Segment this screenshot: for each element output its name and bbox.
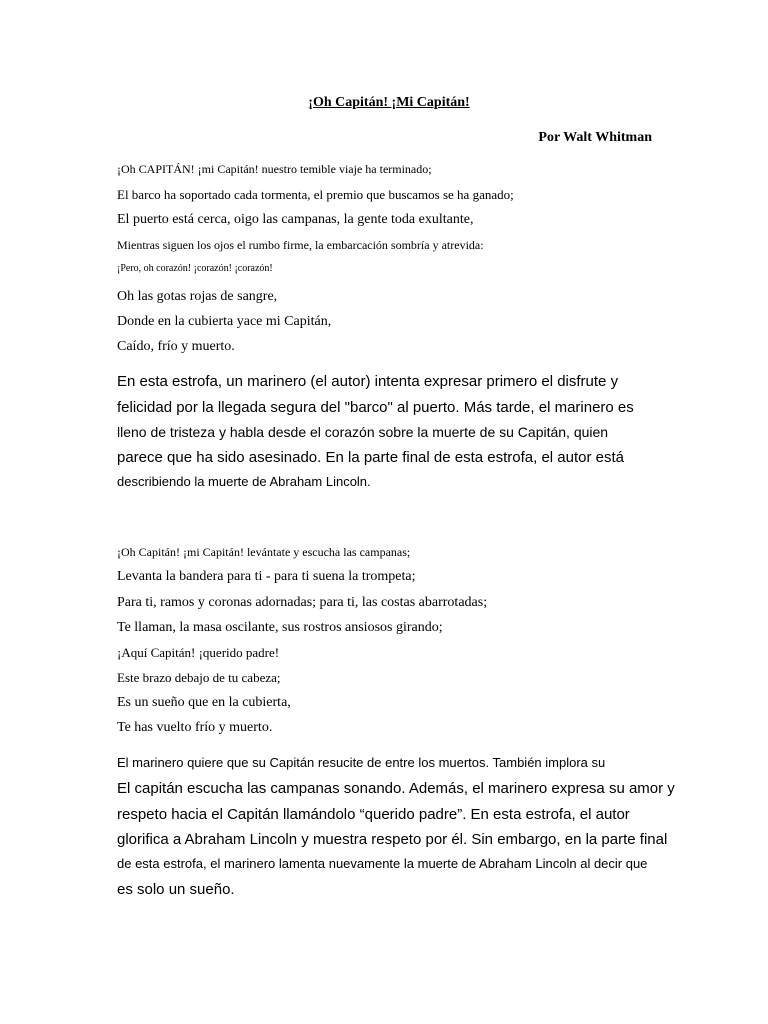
stanza2-line-4: Te llaman, la masa oscilante, sus rostros ansiosos girando; bbox=[117, 620, 443, 635]
stanza2-line-6: Este brazo debajo de tu cabeza; bbox=[117, 670, 281, 685]
stanza2-line-1: ¡Oh Capitán! ¡mi Capitán! levántate y escucha las campanas; bbox=[117, 545, 411, 559]
stanza1-line-4: Mientras siguen los ojos el rumbo firme, la embarcación sombría y atrevida: bbox=[117, 238, 484, 252]
stanza1-line-7: Donde en la cubierta yace mi Capitán, bbox=[117, 314, 332, 329]
stanza2-line-7: Es un sueño que en la cubierta, bbox=[117, 695, 291, 710]
stanza1-line-8: Caído, frío y muerto. bbox=[117, 339, 235, 354]
stanza1-line-6: Oh las gotas rojas de sangre, bbox=[117, 289, 278, 304]
commentary2-line-3: respeto hacia el Capitán llamándolo “querido padre”. En esta estrofa, el autor bbox=[117, 806, 630, 823]
commentary2-line-5: de esta estrofa, el marinero lamenta nuevamente la muerte de Abraham Lincoln al decir que bbox=[117, 856, 648, 871]
commentary1-line-4: parece que ha sido asesinado. En la parte final de esta estrofa, el autor está bbox=[117, 449, 624, 466]
commentary2-line-1: El marinero quiere que su Capitán resucite de entre los muertos. También implora su bbox=[117, 755, 606, 770]
stanza2-line-8: Te has vuelto frío y muerto. bbox=[117, 720, 273, 735]
stanza2-line-3: Para ti, ramos y coronas adornadas; para ti, las costas abarrotadas; bbox=[117, 595, 488, 610]
stanza1-line-2: El barco ha soportado cada tormenta, el premio que buscamos se ha ganado; bbox=[117, 187, 514, 202]
commentary1-line-1: En esta estrofa, un marinero (el autor) intenta expresar primero el disfrute y bbox=[117, 373, 619, 390]
commentary1-line-3: lleno de tristeza y habla desde el corazón sobre la muerte de su Capitán, quien bbox=[117, 424, 609, 440]
poem-title: ¡Oh Capitán! ¡Mi Capitán! bbox=[308, 95, 470, 110]
commentary2-line-2: El capitán escucha las campanas sonando. Además, el marinero expresa su amor y bbox=[117, 780, 675, 797]
stanza1-line-3: El puerto está cerca, oigo las campanas, la gente toda exultante, bbox=[117, 212, 474, 227]
stanza2-line-2: Levanta la bandera para ti - para ti suena la trompeta; bbox=[117, 569, 416, 584]
commentary2-line-6: es solo un sueño. bbox=[117, 881, 235, 898]
commentary1-line-5: describiendo la muerte de Abraham Lincoln. bbox=[117, 474, 371, 489]
stanza2-line-5: ¡Aquí Capitán! ¡querido padre! bbox=[117, 645, 280, 660]
stanza1-line-1: ¡Oh CAPITÁN! ¡mi Capitán! nuestro temible viaje ha terminado; bbox=[117, 162, 432, 176]
commentary2-line-4: glorifica a Abraham Lincoln y muestra respeto por él. Sin embargo, en la parte final bbox=[117, 831, 668, 848]
commentary1-line-2: felicidad por la llegada segura del "barco" al puerto. Más tarde, el marinero es bbox=[117, 399, 634, 416]
stanza1-line-5: ¡Pero, oh corazón! ¡corazón! ¡corazón! bbox=[117, 263, 273, 274]
poem-author: Por Walt Whitman bbox=[538, 130, 652, 145]
